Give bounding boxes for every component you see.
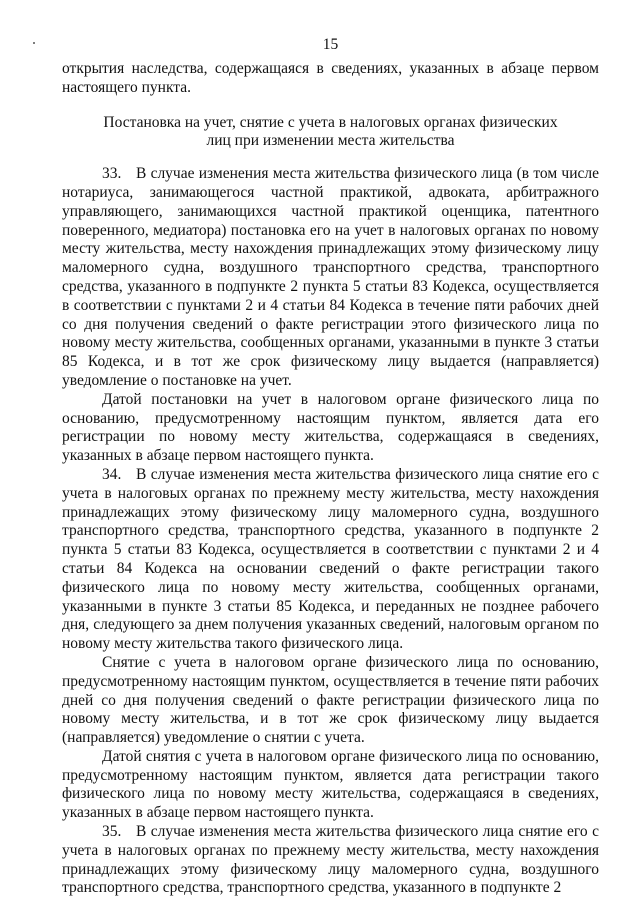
page-number: 15 [322,36,339,53]
paragraph-34 [62,466,599,654]
paragraph-35 [62,823,599,898]
paragraph-number: 34. [102,465,122,483]
paragraph-number: 35. [102,823,122,841]
scan-speck [33,42,35,44]
paragraph-34-deregistration: Снятие с учета в налоговом органе физического лица по основанию, предусмотренному настоящим пунктом, осуществляется в течение пяти рабочих дней со дня получения сведений о факте регистрации физического лица по новому месту жительства, и в тот же срок физическому лицу выдается (направляется) уведомление о снятии с учета. [62,653,599,747]
document-page [62,34,599,898]
paragraph-33 [62,165,599,391]
continuation-paragraph: открытия наследства, содержащаяся в сведениях, указанных в абзаце первом настоящего пункта. [62,60,599,96]
paragraph-text: В случае изменения места жительства физического лица снятие его с учета в налоговых органах по прежнему месту жительства, месту нахождения принадлежащих этому физическому лицу маломерного судна, воздушного транспортного средства, транспортного средства, указанного в подпункте 2 пункта 5 статьи 83 Кодекса, осуществляется в соответствии с пунктами 2 и 4 статьи 84 Кодекса на основании сведений о факте регистрации такого физического лица по новому месту жительства, сообщенных органами, указанными в пункте 3 статьи 85 Кодекса, и переданных не позднее рабочего дня, следующего за днем получения указанных сведений, налоговым органом по новому месту жительства такого физического лица. [62,465,599,653]
paragraph-33-date: Датой постановки на учет в налоговом органе физического лица по основанию, предусмотренному настоящим пунктом, является дата его регистрации по новому месту жительства, содержащаяся в сведениях, указанных в абзаце первом настоящего пункта. [62,390,599,465]
paragraph-text: В случае изменения места жительства физического лица (в том числе нотариуса, занимающегося частной практикой, адвоката, арбитражного управляющего, занимающихся частной практикой оценщика, патентного поверенного, медиатора) постановка его на учет в налоговых органах по новому месту жительства, месту нахождения принадлежащих этому физическому лицу маломерного судна, воздушного транспортного средства, транспортного средства, указанного в подпункте 2 пункта 5 статьи 83 Кодекса, осуществляется в соответствии с пунктами 2 и 4 статьи 84 Кодекса в течение пяти рабочих дней со дня получения сведений о факте регистрации этого физического лица по новому месту жительства, сообщенных органами, указанными в пункте 3 статьи 85 Кодекса, и в тот же срок физическому лицу выдается (направляется) уведомление о постановке на учет. [62,165,599,389]
paragraph-34-date: Датой снятия с учета в налоговом органе физического лица по основанию, предусмотренному настоящим пунктом, является дата регистрации такого физического лица по новому месту жительства, содержащаяся в сведениях, указанных в абзаце первом настоящего пункта. [62,747,599,822]
paragraph-number: 33. [102,165,122,183]
paragraph-text: В случае изменения места жительства физического лица снятие его с учета в налоговых органах по прежнему месту жительства, месту нахождения принадлежащих этому физическому лицу маломерного судна, воздушного транспортного средства, транспортного средства, указанного в подпункте 2 [62,823,599,897]
section-heading: Постановка на учет, снятие с учета в налоговых органах физических лиц при изменении места жительства [103,113,558,150]
